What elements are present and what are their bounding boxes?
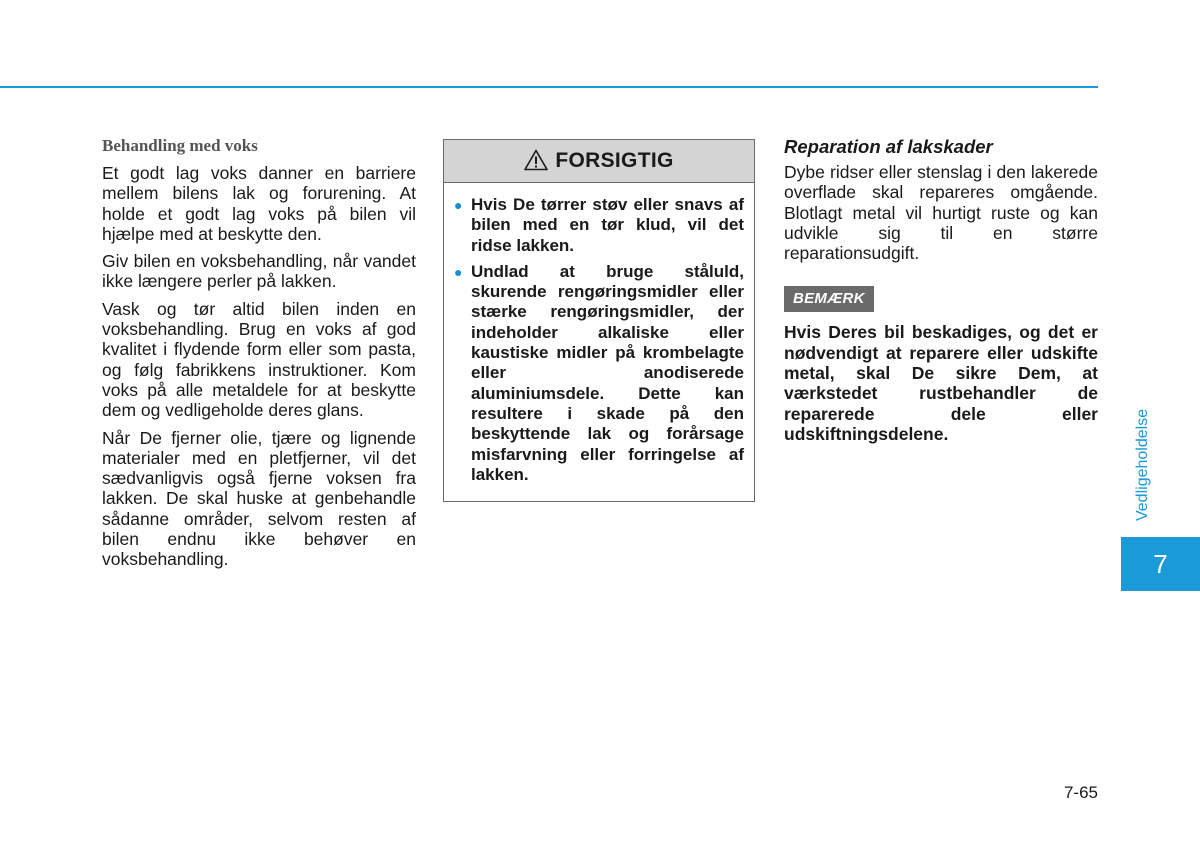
header-rule (0, 86, 1098, 88)
caution-item-text: Undlad at bruge ståluld, skurende rengøringsmidler eller stærke rengøringsmidler, der indeholder alkaliske eller kaustiske midler på krombelagte eller anodiserede aluminiumsdele. Dette kan resultere i skade på den beskyttende lak og forårsage misfarvning eller forringelse af lakken. (471, 261, 744, 484)
wax-paragraph: Når De fjerner olie, tjære og lignende materialer med en pletfjerner, vil det sædvanligvis også fjerne voksen fra lakken. De skal huske at genbehandle sådanne områder, selvom resten af bilen endnu ikke behøver en voksbehandling. (102, 427, 416, 570)
caution-box (443, 139, 755, 502)
list-item (454, 195, 744, 256)
bullet-icon: ● (454, 263, 463, 280)
note-text: Hvis Deres bil beskadiges, og det er nødvendigt at reparere eller udskifte metal, skal De sikre Dem, at værkstedet rustbehandler de reparerede dele eller udskiftningsdelene. (784, 322, 1098, 444)
caution-list (444, 183, 754, 485)
wax-heading: Behandling med voks (102, 136, 258, 155)
wax-paragraph: Et godt lag voks danner en barriere mellem bilens lak og forurening. At holde et godt lag voks på bilen vil hjælpe med at beskytte den. (102, 163, 416, 244)
caution-item-text: Hvis De tørrer støv eller snavs af bilen med en tør klud, vil det ridse lakken. (471, 195, 744, 255)
page-number: 7-65 (1063, 783, 1098, 802)
repair-heading: Reparation af lakskader (784, 136, 993, 157)
wax-paragraph: Vask og tør altid bilen inden en voksbehandling. Brug en voks af god kvalitet i flydende form eller som pasta, og følg fabrikkens instruktioner. Kom voks på alle metaldele for at beskytte dem og vedligeholde deres glans. (102, 298, 416, 421)
caution-header (444, 140, 754, 183)
chapter-label: Vedligeholdelse (1134, 408, 1151, 522)
warning-triangle-icon (524, 149, 548, 171)
wax-paragraph: Giv bilen en voksbehandling, når vandet ikke længere perler på lakken. (102, 251, 416, 292)
caution-title: FORSIGTIG (555, 149, 674, 172)
bullet-icon: ● (454, 197, 463, 213)
list-item (454, 262, 744, 485)
chapter-number-tab: 7 (1121, 537, 1200, 591)
wax-section (102, 136, 416, 577)
paint-repair-section (784, 136, 1098, 444)
repair-paragraph: Dybe ridser eller stenslag i den lakerede overflade skal repareres omgående. Blotlagt metal vil hurtigt ruste og kan udvikle sig til en større reparationsudgift. (784, 162, 1098, 264)
note-badge: BEMÆRK (784, 286, 874, 312)
